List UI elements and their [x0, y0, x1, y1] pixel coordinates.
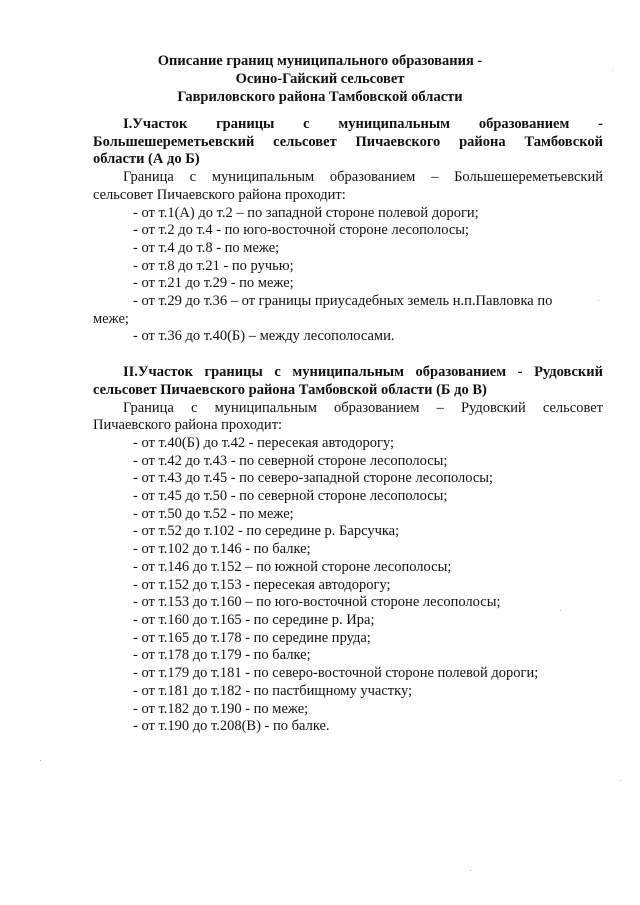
section-2-heading-line-2: сельсовет Пичаевского района Тамбовской области (Б до В) [93, 381, 487, 398]
document-body [93, 116, 603, 736]
list-item: - от т.8 до т.21 - по ручью; [133, 257, 294, 274]
section-2-intro [93, 400, 603, 435]
list-item: - от т.182 до т.190 - по меже; [133, 700, 309, 717]
section-2-intro-line-1: Граница с муниципальным образованием – Рудовский сельсовет [123, 399, 603, 416]
scan-speck [620, 780, 621, 781]
section-1-heading-line-3: области (А до Б) [93, 151, 200, 168]
section-1-intro-line-1: Граница с муниципальным образованием – Большешереметьевский [123, 169, 603, 186]
list-item: - от т.43 до т.45 - по северо-западной стороне лесополосы; [133, 470, 494, 487]
list-item: - от т.190 до т.208(В) - по балке. [133, 718, 330, 735]
scan-speck [470, 870, 471, 871]
list-item: - от т.160 до т.165 - по середине р. Ира; [133, 611, 375, 628]
list-item: - от т.153 до т.160 – по юго-восточной стороне лесополосы; [133, 594, 501, 611]
scan-speck [40, 760, 41, 761]
scan-speck [598, 300, 599, 301]
scan-speck [612, 70, 613, 71]
list-item: - от т.21 до т.29 - по меже; [133, 275, 294, 292]
section-1-heading-line-1: I.Участок границы с муниципальным образованием - [123, 116, 603, 132]
scan-speck [560, 610, 561, 611]
section-1-segment-list [93, 205, 603, 347]
list-item: - от т.179 до т.181 - по северо-восточной стороне полевой дороги; [133, 665, 539, 682]
list-item: - от т.52 до т.102 - по середине р. Барсучка; [133, 523, 400, 540]
document-title [0, 52, 640, 106]
list-item: - от т.40(Б) до т.42 - пересекая автодорогу; [133, 434, 395, 451]
section-1-intro [93, 169, 603, 204]
list-item: - от т.146 до т.152 – по южной стороне лесополосы; [133, 558, 452, 575]
list-item: - от т.152 до т.153 - пересекая автодорогу; [133, 576, 391, 593]
list-item: - от т.102 до т.146 - по балке; [133, 541, 311, 558]
title-line-3: Гавриловского района Тамбовской области [177, 89, 463, 105]
list-item: - от т.4 до т.8 - по меже; [133, 239, 280, 256]
list-item [93, 293, 603, 328]
section-1-intro-line-2: сельсовет Пичаевского района проходит: [93, 186, 346, 203]
title-line-1: Описание границ муниципального образования - [157, 53, 483, 69]
section-spacer [93, 346, 603, 364]
section-1-heading [93, 116, 603, 169]
section-2-heading-line-1: II.Участок границы с муниципальным образованием - Рудовский [123, 364, 603, 381]
list-item: - от т.1(А) до т.2 – по западной стороне полевой дороги; [133, 204, 479, 221]
list-item: - от т.45 до т.50 - по северной стороне лесополосы; [133, 488, 448, 505]
title-line-2: Осино-Гайский сельсовет [235, 71, 405, 87]
list-item: - от т.165 до т.178 - по середине пруда; [133, 629, 371, 646]
section-2-segment-list [93, 435, 603, 736]
list-item: - от т.181 до т.182 - по пастбищному участку; [133, 682, 413, 699]
list-item: - от т.178 до т.179 - по балке; [133, 647, 311, 664]
list-item: - от т.50 до т.52 - по меже; [133, 505, 294, 522]
section-1-heading-line-2: Большешереметьевский сельсовет Пичаевского района Тамбовской [93, 133, 603, 150]
list-item-continuation: меже; [93, 310, 129, 327]
list-item: - от т.42 до т.43 - по северной стороне лесополосы; [133, 452, 448, 469]
section-2-heading [93, 364, 603, 399]
list-item: - от т.36 до т.40(Б) – между лесополосами. [133, 328, 395, 345]
section-2-intro-line-2: Пичаевского района проходит: [93, 417, 283, 434]
list-item: - от т.2 до т.4 - по юго-восточной стороне лесополосы; [133, 222, 470, 239]
list-item-text: - от т.29 до т.36 – от границы приусадебных земель н.п.Павловка по [133, 293, 553, 310]
